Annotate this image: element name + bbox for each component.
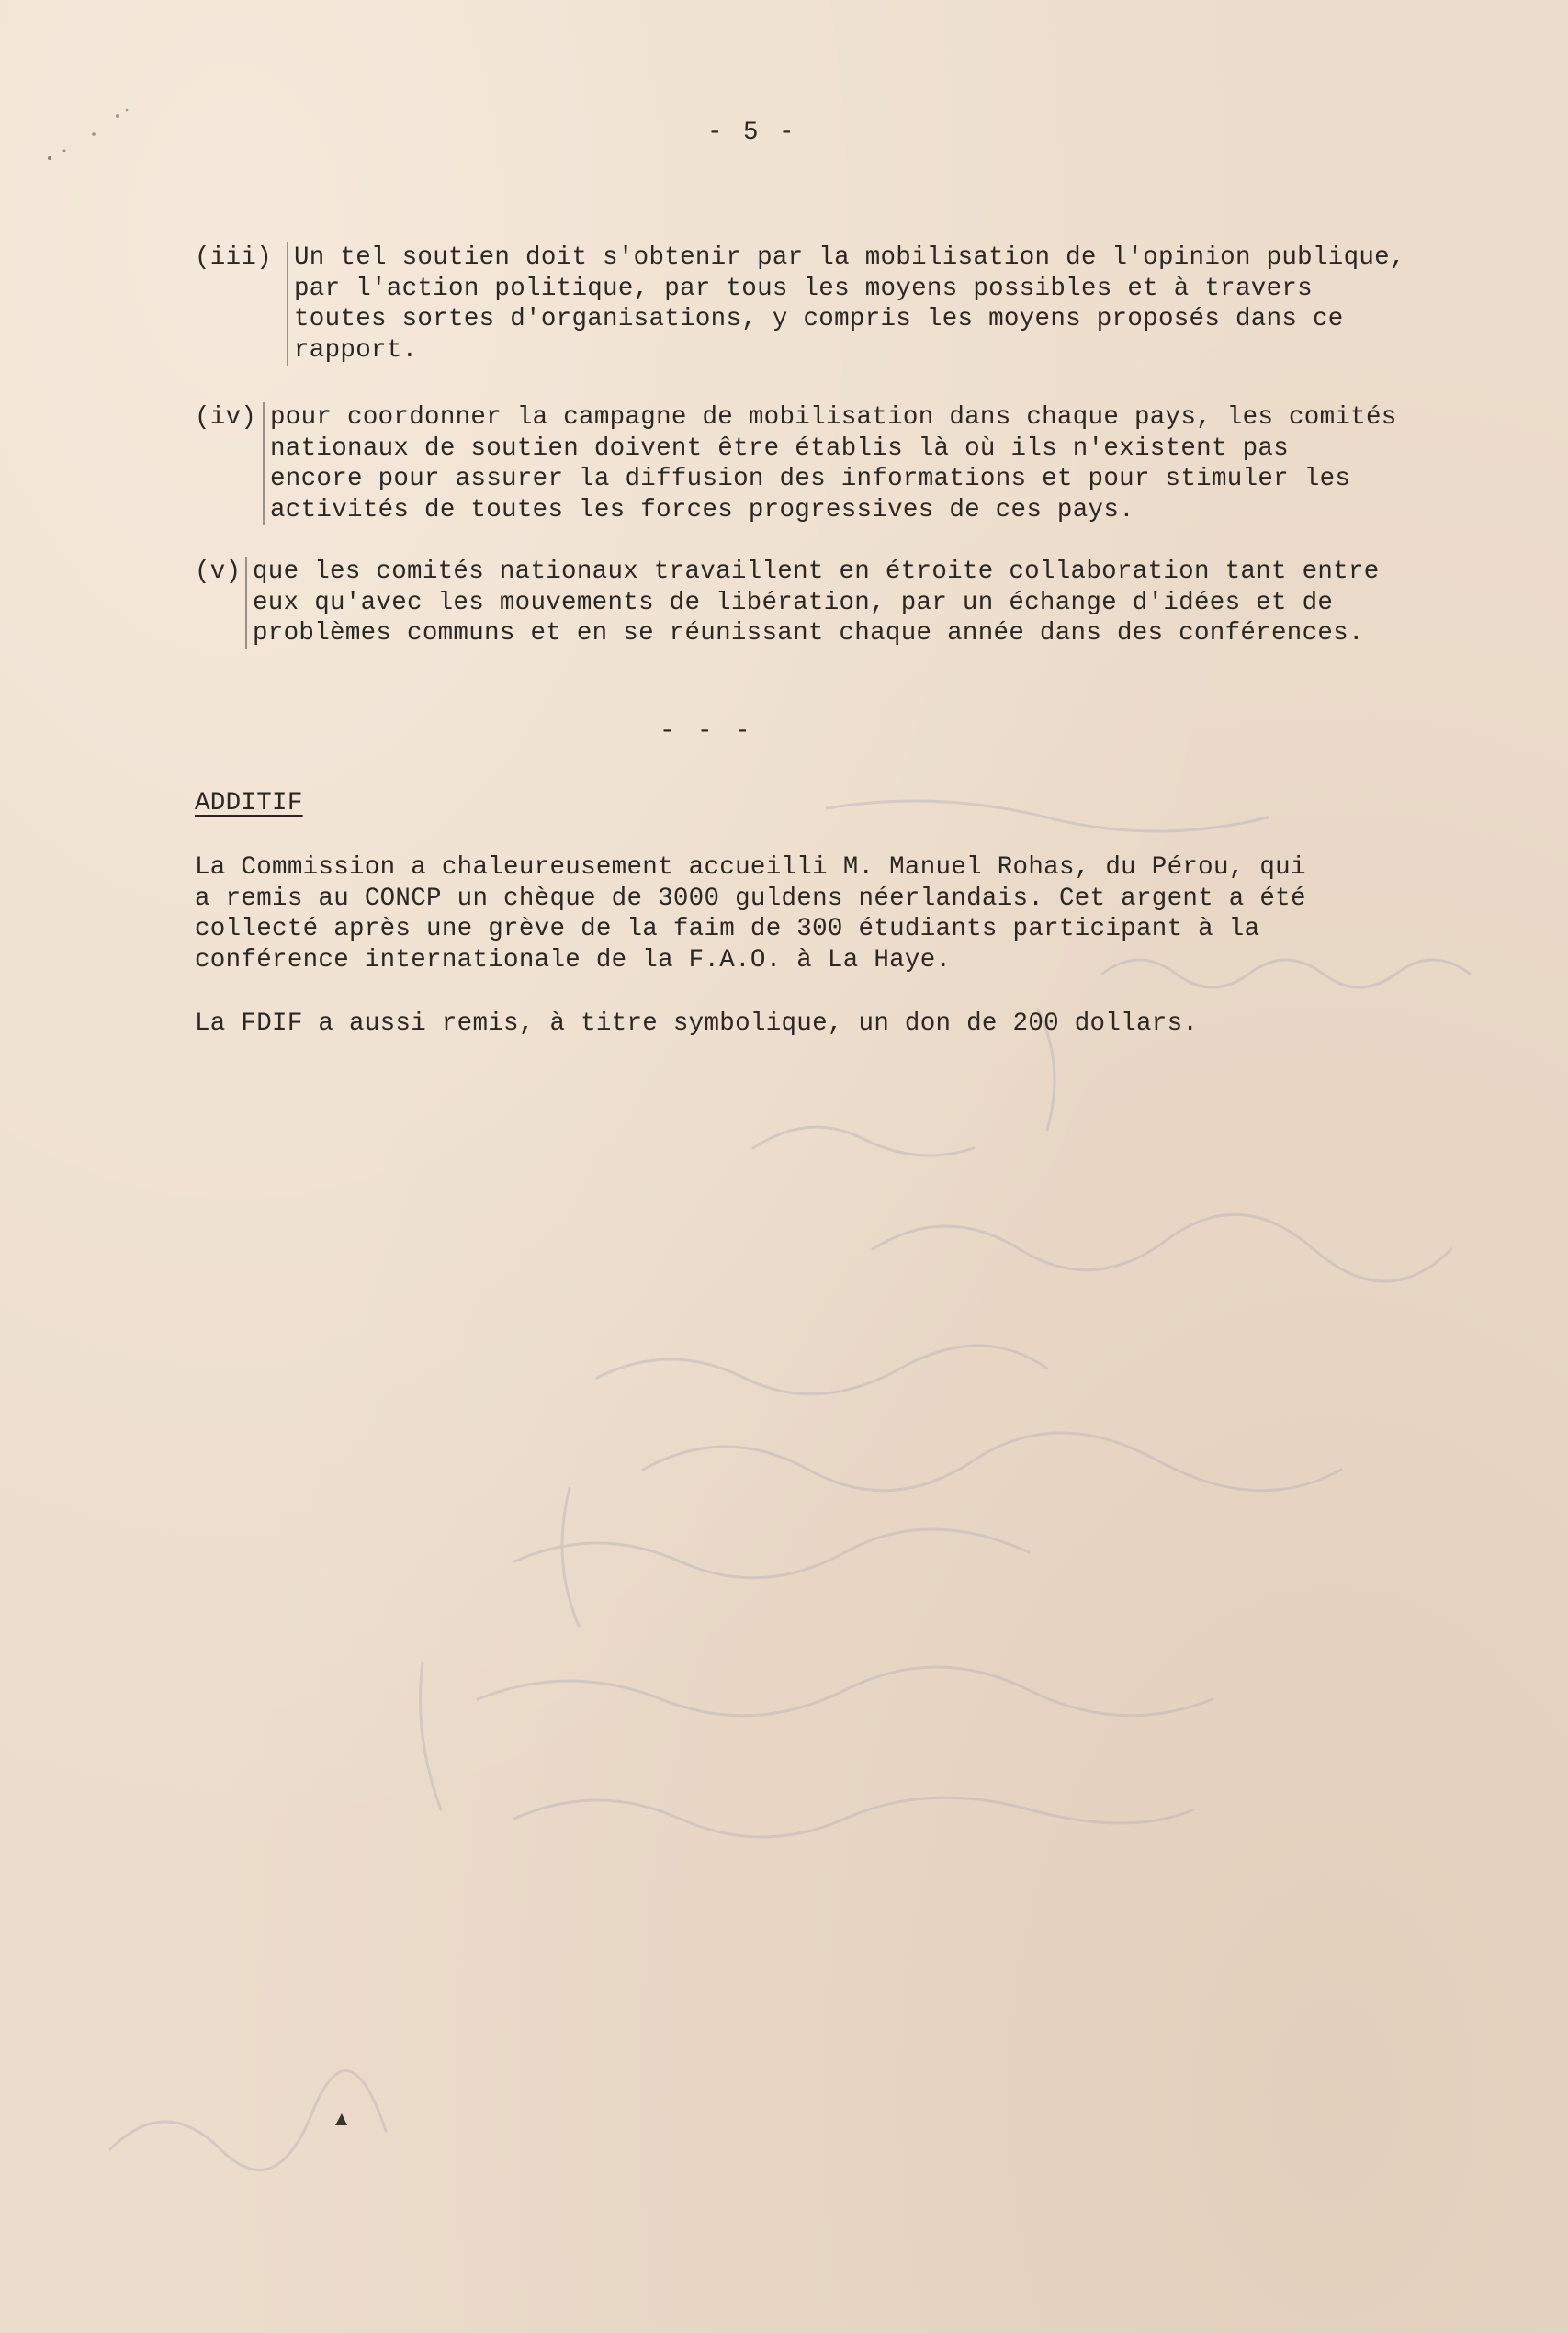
item-label: (v) bbox=[195, 558, 242, 586]
item-text bbox=[287, 242, 1405, 366]
text-line: La FDIF a aussi remis, à titre symbolique, un don de 200 dollars. bbox=[195, 1009, 1199, 1038]
text-line: conférence internationale de la F.A.O. à La Haye. bbox=[195, 945, 952, 975]
ink-mark bbox=[333, 2111, 351, 2129]
item-label: (iii) bbox=[195, 243, 273, 272]
text-line: a remis au CONCP un chèque de 3000 guldens néerlandais. Cet argent a été bbox=[195, 884, 1306, 913]
text-line: activités de toutes les forces progressives de ces pays. bbox=[270, 495, 1134, 524]
additif-paragraph-2 bbox=[195, 1009, 1198, 1040]
text-line: toutes sortes d'organisations, y compris les moyens proposés dans ce bbox=[294, 305, 1344, 333]
paper-specks bbox=[37, 101, 138, 175]
text-line: pour coordonner la campagne de mobilisation dans chaque pays, les comités bbox=[270, 403, 1397, 432]
page-number: - 5 - bbox=[707, 118, 797, 147]
text-line: eux qu'avec les mouvements de libération, par un échange d'idées et de bbox=[253, 588, 1334, 617]
text-line: collecté après une grève de la faim de 300 étudiants participant à la bbox=[195, 915, 1260, 943]
item-text bbox=[263, 402, 1397, 525]
text-line: nationaux de soutien doivent être établis là où ils n'existent pas bbox=[270, 434, 1289, 463]
text-line: Un tel soutien doit s'obtenir par la mobilisation de l'opinion publique, bbox=[294, 243, 1405, 272]
additif-paragraph-1 bbox=[195, 852, 1306, 975]
item-label: (iv) bbox=[195, 403, 257, 432]
text-line: que les comités nationaux travaillent en étroite collaboration tant entre bbox=[253, 558, 1380, 586]
text-line: par l'action politique, par tous les moyens possibles et à travers bbox=[294, 274, 1313, 303]
section-heading-additif: ADDITIF bbox=[195, 789, 303, 817]
section-separator: - - - bbox=[660, 717, 754, 746]
text-line: encore pour assurer la diffusion des informations et pour stimuler les bbox=[270, 465, 1351, 493]
item-text bbox=[245, 557, 1380, 649]
text-line: La Commission a chaleureusement accueilli M. Manuel Rohas, du Pérou, qui bbox=[195, 853, 1306, 882]
text-line: problèmes communs et en se réunissant chaque année dans des conférences. bbox=[253, 619, 1364, 648]
text-line: rapport. bbox=[294, 335, 418, 365]
